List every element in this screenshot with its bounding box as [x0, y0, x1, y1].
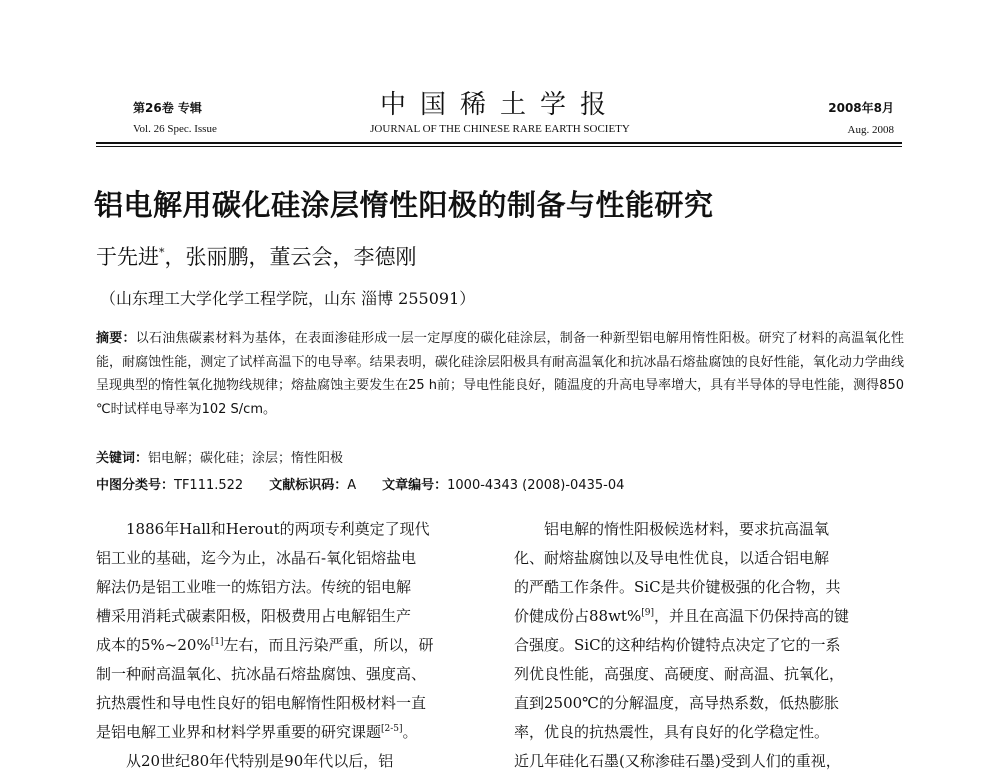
journal-title-en: JOURNAL OF THE CHINESE RARE EARTH SOCIETY [370, 123, 630, 135]
article-number-label: 文章编号： [382, 478, 448, 493]
paper-affiliation: （山东理工大学化学工程学院，山东 淄博 255091） [100, 289, 476, 308]
abstract [96, 327, 904, 421]
class-number-label: 中图分类号： [96, 478, 175, 493]
body-line: 近几年硅化石墨(又称渗硅石墨)受到人们的重视， [514, 752, 841, 770]
body-line: 化、耐熔盐腐蚀以及导电性优良，以适合铝电解 [514, 549, 830, 567]
journal-title-cn: 中国稀土学报 [379, 90, 620, 120]
keywords [96, 447, 343, 466]
body-line: 从20世纪80年代特别是90年代以后，铝 [96, 752, 394, 770]
body-line: 铝工业的基础，迄今为止，冰晶石-氧化铝熔盐电 [96, 549, 417, 567]
body-line: 铝电解的惰性阳极候选材料，要求抗高温氧 [514, 520, 830, 538]
body-line: 直到2500℃的分解温度，高导热系数，低热膨胀 [514, 694, 839, 712]
class-number-value: TF111.522 [174, 478, 244, 493]
paper-authors: 于先进*，张丽鹏，董云会，李德刚 [96, 245, 417, 269]
body-line: 槽采用消耗式碳素阳极，阳极费用占电解铝生产 [96, 607, 412, 625]
body-line: 率，优良的抗热震性，具有良好的化学稳定性。 [514, 723, 830, 741]
body-line: 价健成份占88wt%[9]，并且在高温下仍保持高的键 [514, 607, 849, 625]
body-line: 1886年Hall和Herout的两项专利奠定了现代 [96, 520, 430, 538]
body-line: 的严酷工作条件。SiC是共价键极强的化合物，共 [514, 578, 841, 596]
publication-date-cn: 2008年8月 [828, 101, 894, 115]
keywords-label: 关键词： [96, 451, 149, 466]
publication-date-en: Aug. 2008 [847, 124, 894, 136]
keywords-text: 铝电解；碳化硅；涂层；惰性阳极 [148, 451, 344, 466]
article-number-value: 1000-4343 (2008)-0435-04 [447, 478, 625, 493]
volume-issue-en: Vol. 26 Spec. Issue [133, 123, 217, 135]
abstract-text: 以石油焦碳素材料为基体，在表面渗硅形成一层一定厚度的碳化硅涂层，制备一种新型铝电解用惰性阳极。研究了材料的高温氧化性能，耐腐蚀性能，测定了试样高温下的电导率。结果表明，碳化硅涂层阳极具有耐高温氧化和抗冰晶石熔盐腐蚀的良好性能，氧化动力学曲线呈现典型的惰性氧化抛物线规律；熔盐腐蚀主要发生在25 h前；导电性能良好，随温度的升高电导率增大，具有半导体的导电性能，测得850 ℃时试样电导率为102 S/cm。 [96, 331, 904, 417]
abstract-label: 摘要： [96, 331, 136, 346]
header-rule-thick [96, 142, 902, 144]
body-line: 制一种耐高温氧化、抗冰晶石熔盐腐蚀、强度高、 [96, 665, 427, 683]
doc-code-value: A [347, 478, 357, 493]
body-line: 成本的5%~20%[1]左右，而且污染严重，所以，研 [96, 636, 434, 654]
body-column-right [514, 515, 906, 776]
classification-line [96, 474, 624, 493]
body-line: 是铝电解工业界和材料学界重要的研究课题[2-5]。 [96, 723, 418, 741]
body-line: 解法仍是铝工业唯一的炼铝方法。传统的铝电解 [96, 578, 412, 596]
volume-issue-cn: 第26卷 专辑 [133, 101, 202, 115]
doc-code-label: 文献标识码： [269, 478, 348, 493]
header-rule-thin [96, 146, 902, 147]
body-column-left [96, 515, 486, 776]
body-line: 合强度。SiC的这种结构价键特点决定了它的一系 [514, 636, 841, 654]
body-line: 列优良性能，高强度、高硬度、耐高温、抗氧化， [514, 665, 845, 683]
paper-title: 铝电解用碳化硅涂层惰性阳极的制备与性能研究 [94, 188, 714, 222]
body-line: 抗热震性和导电性良好的铝电解惰性阳极材料一直 [96, 694, 427, 712]
